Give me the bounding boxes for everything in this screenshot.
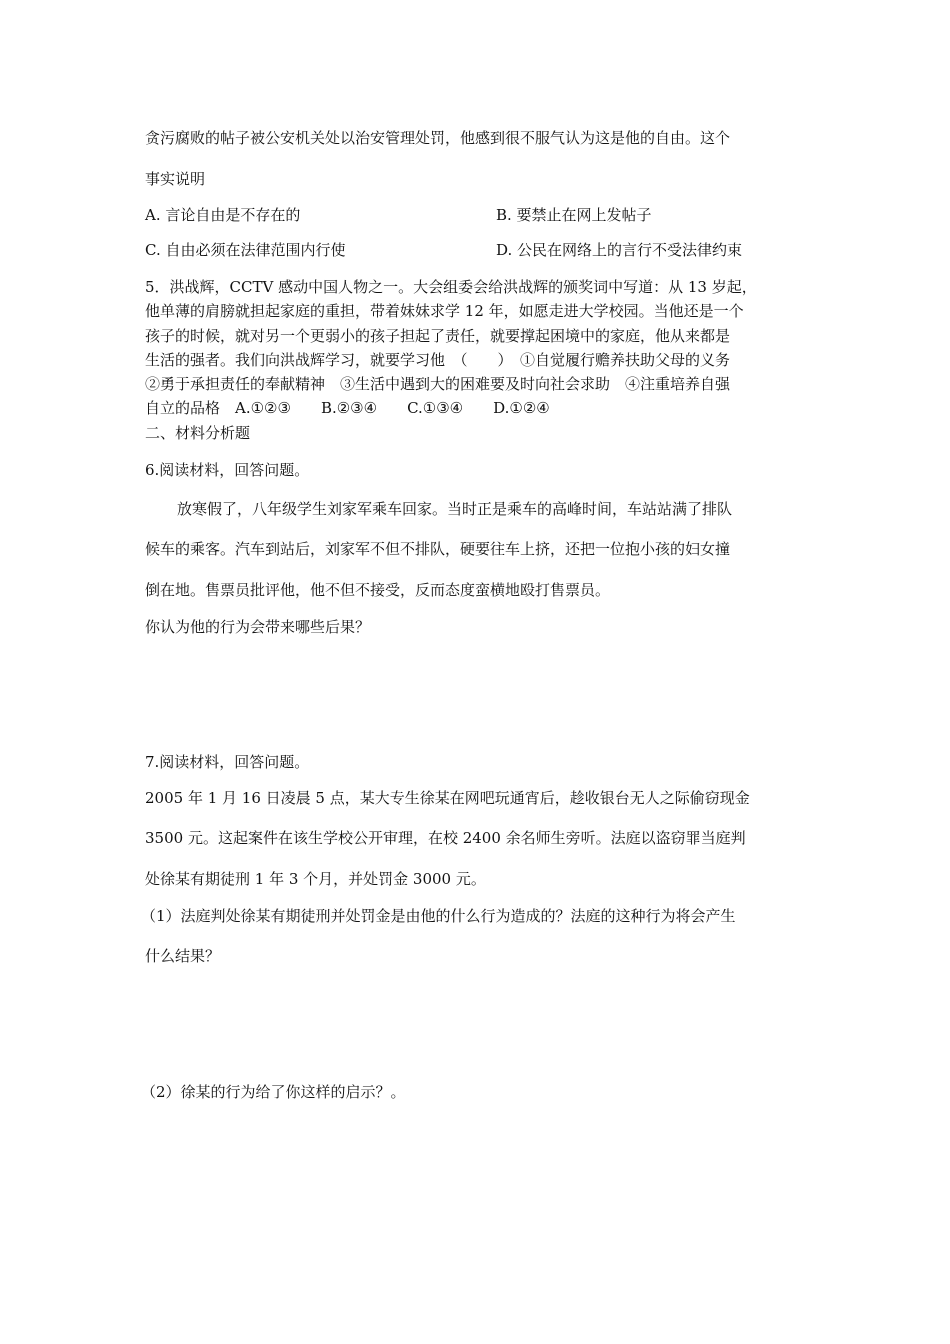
q6-material-line1: 放寒假了，八年级学生刘家军乘车回家。当时正是乘车的高峰时间，车站站满了排队 [177,500,733,518]
q5-line2: 他单薄的肩膀就担起家庭的重担，带着妹妹求学 12 年，如愿走进大学校园。当他还是一个 [145,302,744,320]
q5-line1: 5．洪战辉，CCTV 感动中国人物之一。大会组委会给洪战辉的颁奖词中写道：从 13 岁起， [145,278,757,296]
q7-sub1-line1: （1）法庭判处徐某有期徒刑并处罚金是由他的什么行为造成的？法庭的这种行为将会产生 [141,907,736,925]
q4-option-b: B. 要禁止在网上发帖子 [496,206,652,224]
q6-material-line2: 候车的乘客。汽车到站后，刘家军不但不排队，硬要往车上挤，还把一位抱小孩的妇女撞 [145,540,731,558]
q7-sub2: （2）徐某的行为给了你这样的启示？。 [141,1083,406,1101]
q4-stem-line2: 事实说明 [145,170,206,188]
q5-line6: 自立的品格 A.①②③ B.②③④ C.①③④ D.①②④ [145,399,550,417]
q7-material-line2: 3500 元。这起案件在该生学校公开审理，在校 2400 余名师生旁听。法庭以盗窃罪当庭判 [145,829,746,847]
q5-line3: 孩子的时候，就对另一个更弱小的孩子担起了责任，就要撑起困境中的家庭，他从来都是 [145,327,731,345]
q7-material-line3: 处徐某有期徒刑 1 年 3 个月，并处罚金 3000 元。 [145,870,486,888]
q5-line5: ②勇于承担责任的奉献精神 ③生活中遇到大的困难要及时向社会求助 ④注重培养自强 [145,375,731,393]
q6-intro: 6.阅读材料，回答问题。 [145,461,310,479]
q7-intro: 7.阅读材料，回答问题。 [145,753,310,771]
q4-stem-line1: 贪污腐败的帖子被公安机关处以治安管理处罚，他感到很不服气认为这是他的自由。这个 [145,129,731,147]
section-title: 二、材料分析题 [145,424,251,442]
q5-line4: 生活的强者。我们向洪战辉学习，就要学习他 （ ） ①自觉履行赡养扶助父母的义务 [145,351,731,369]
q7-sub1-line2: 什么结果？ [145,947,221,965]
q4-option-d: D. 公民在网络上的言行不受法律约束 [496,241,743,259]
q4-option-a: A. 言论自由是不存在的 [145,206,301,224]
q6-question: 你认为他的行为会带来哪些后果？ [145,618,371,636]
q7-material-line1: 2005 年 1 月 16 日凌晨 5 点，某大专生徐某在网吧玩通宵后，趁收银台无人之际偷窃现金 [145,789,750,807]
q6-material-line3: 倒在地。售票员批评他，他不但不接受，反而态度蛮横地殴打售票员。 [145,581,611,599]
q4-option-c: C. 自由必须在法律范围内行使 [145,241,346,259]
